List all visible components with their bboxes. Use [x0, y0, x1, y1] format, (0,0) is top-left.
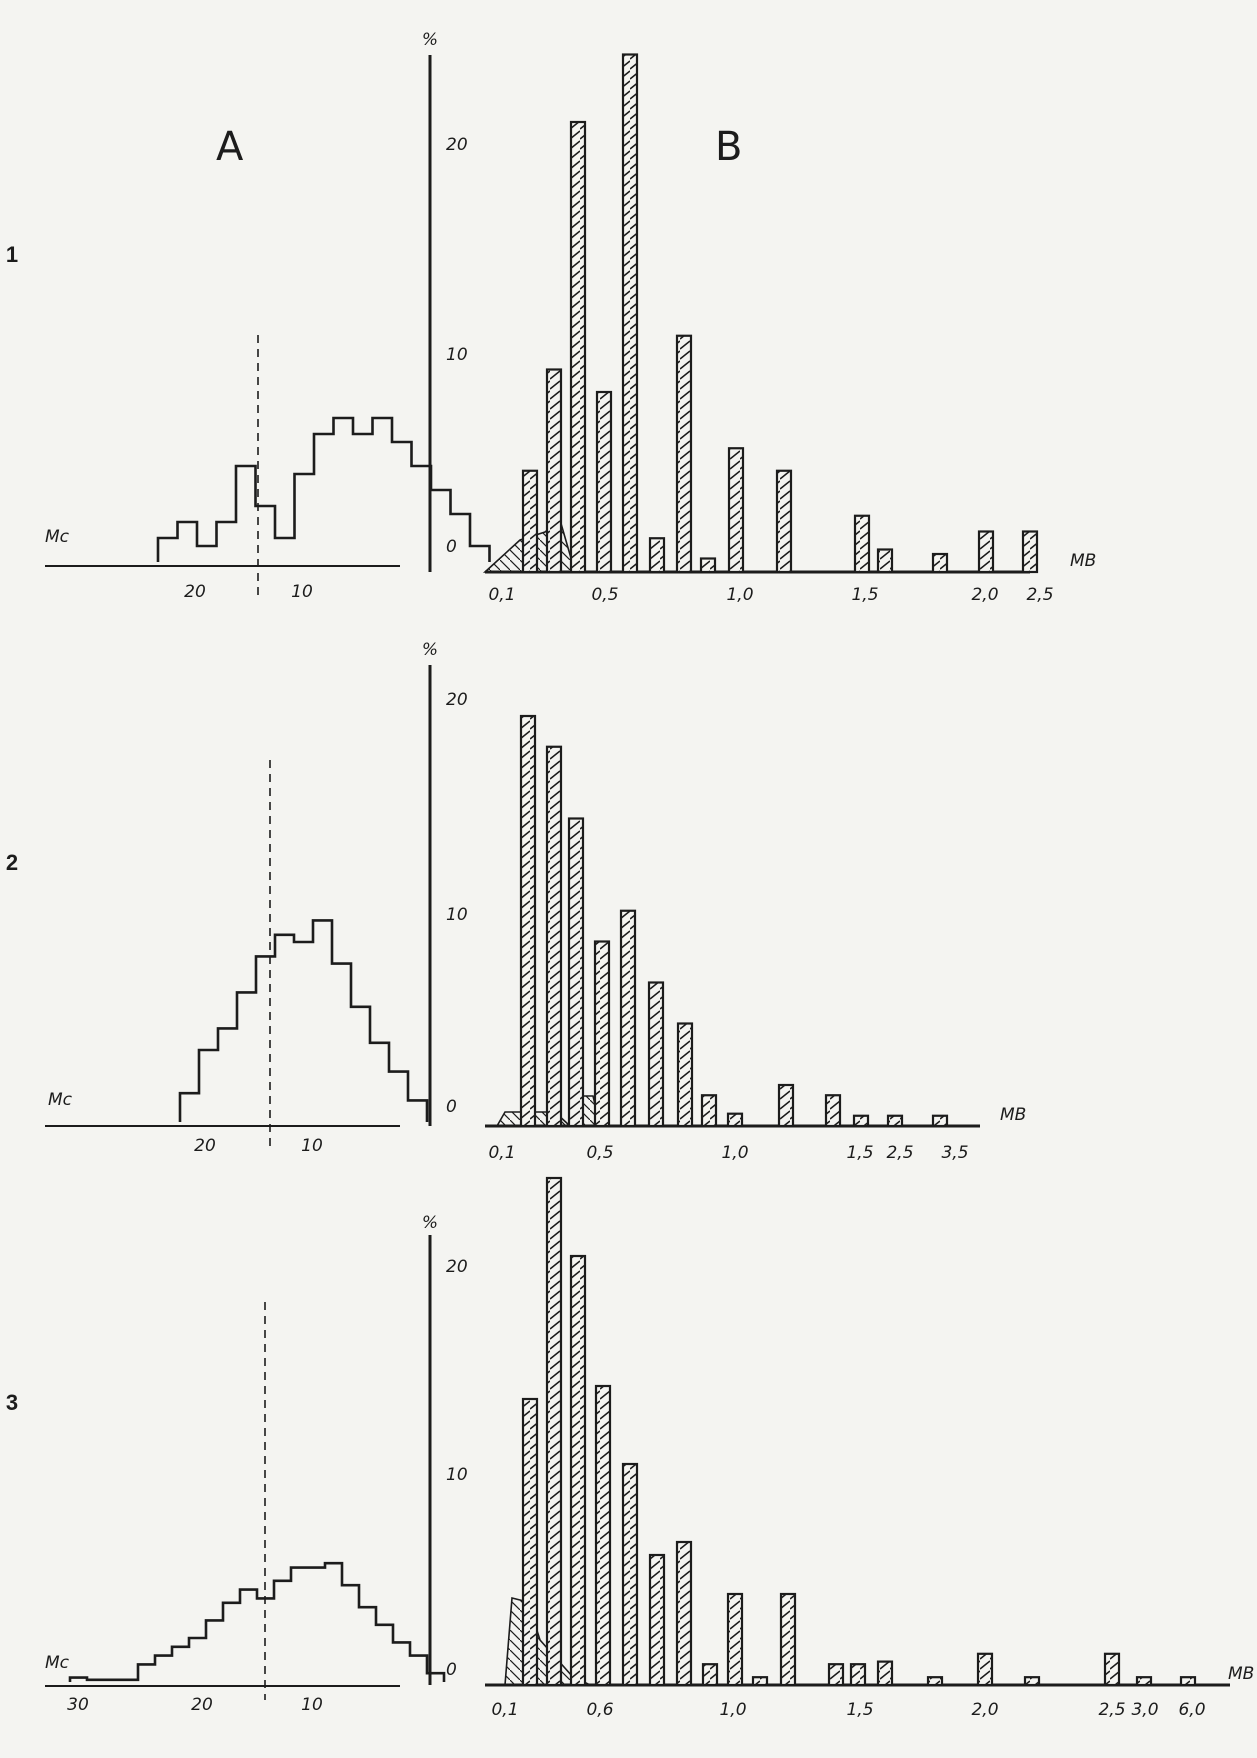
histogram-b-bar — [1137, 1677, 1151, 1685]
histogram-a-tick-label: 20 — [194, 1136, 216, 1156]
histogram-a-tick-label: 30 — [67, 1695, 89, 1715]
histogram-a-xlabel: Mc — [45, 1653, 70, 1673]
histogram-b-bar — [597, 392, 611, 572]
histogram-b-bar — [547, 370, 561, 573]
label-a: A — [216, 124, 244, 170]
histogram-b-bar — [753, 1677, 767, 1685]
histogram-b-bar — [933, 554, 947, 572]
histogram-b-bar — [703, 1664, 717, 1685]
histogram-b-bar — [701, 559, 715, 573]
histogram-b-xtick-label: 2,5 — [1098, 1700, 1126, 1720]
histogram-b-bar — [677, 1542, 691, 1685]
histogram-b-bar — [728, 1114, 742, 1126]
histogram-b-bar — [779, 1085, 793, 1126]
histogram-a-outline — [158, 418, 490, 562]
histogram-b-xtick-label: 2,5 — [1026, 585, 1054, 605]
histogram-b-bar — [878, 1662, 892, 1685]
histogram-b-bar — [571, 1256, 585, 1685]
histogram-b-xtick-label: 3,0 — [1131, 1700, 1159, 1720]
histogram-a-outline — [180, 920, 427, 1122]
histogram-b-xtick-label: 2,0 — [971, 1700, 999, 1720]
histogram-b-xlabel: MB — [1228, 1664, 1255, 1684]
histogram-b-bar — [621, 911, 635, 1126]
histogram-b-ylabel: % — [421, 1213, 439, 1233]
histogram-b-bar — [523, 471, 537, 572]
histogram-b-bar — [623, 1464, 637, 1685]
histogram-b-ytick-label: 10 — [446, 1465, 468, 1485]
histogram-a-tick-label: 10 — [301, 1695, 323, 1715]
histogram-b-xtick-label: 1,5 — [851, 585, 879, 605]
histogram-b-bar — [851, 1664, 865, 1685]
histogram-b-xtick-label: 1,0 — [726, 585, 754, 605]
histogram-b-bar — [829, 1664, 843, 1685]
histogram-b-bar — [978, 1654, 992, 1685]
histogram-b-bar — [854, 1116, 868, 1126]
histogram-b-xtick-label: 0,1 — [488, 585, 516, 605]
histogram-b-bar — [1023, 532, 1037, 573]
histogram-a-outline — [70, 1563, 444, 1682]
histogram-b-bar — [855, 516, 869, 572]
histogram-b-xtick-label: 0,5 — [591, 585, 619, 605]
histogram-b-xtick-label: 2,0 — [971, 585, 999, 605]
panel-number: 3 — [5, 1390, 19, 1415]
histogram-b-bar — [650, 538, 664, 572]
histogram-b-bar — [729, 448, 743, 572]
panel-number: 1 — [5, 242, 19, 267]
chart-layer — [6, 30, 1254, 1720]
histogram-b-ytick-label: 10 — [446, 905, 468, 925]
histogram-a-tick-label: 20 — [191, 1695, 213, 1715]
histogram-b-bar — [569, 819, 583, 1127]
histogram-b-ytick-label: 0 — [446, 1660, 457, 1680]
histogram-b-bar — [678, 1024, 692, 1127]
histogram-b-ytick-label: 20 — [446, 690, 468, 710]
histogram-b-xlabel: MB — [1070, 551, 1097, 571]
histogram-b-bar — [650, 1555, 664, 1685]
histogram-b-ytick-label: 20 — [446, 1257, 468, 1277]
histogram-b-bar — [933, 1116, 947, 1126]
histogram-b-bar — [979, 532, 993, 573]
histogram-b-bar — [728, 1594, 742, 1685]
histogram-b-ytick-label: 10 — [446, 345, 468, 365]
histogram-b-xtick-label: 0,1 — [488, 1143, 516, 1163]
histogram-b-ylabel: % — [421, 640, 439, 660]
histogram-b-ytick-label: 0 — [446, 537, 457, 557]
histogram-b-ytick-label: 0 — [446, 1097, 457, 1117]
histogram-b-xtick-label: 1,0 — [721, 1143, 749, 1163]
histogram-b-xlabel: MB — [1000, 1105, 1027, 1125]
histogram-a-tick-label: 10 — [291, 582, 313, 602]
histogram-b-bar — [826, 1095, 840, 1126]
histogram-b-bar — [702, 1095, 716, 1126]
histogram-b-ytick-label: 20 — [446, 135, 468, 155]
histogram-b-bar — [777, 471, 791, 572]
histogram-b-bar — [1181, 1677, 1195, 1685]
histogram-b-bar — [571, 122, 585, 572]
histogram-a-xlabel: Mc — [48, 1090, 73, 1110]
histogram-b-bar — [523, 1399, 537, 1685]
histogram-b-bar — [888, 1116, 902, 1126]
histogram-b-bar — [1025, 1677, 1039, 1685]
panel-number: 2 — [5, 850, 19, 875]
histogram-a-tick-label: 20 — [184, 582, 206, 602]
histogram-b-xtick-label: 0,5 — [586, 1143, 614, 1163]
histogram-a-tick-label: 10 — [301, 1136, 323, 1156]
histogram-b-bar — [596, 1386, 610, 1685]
histogram-b-bar — [677, 336, 691, 572]
histogram-b-xtick-label: 0,1 — [491, 1700, 519, 1720]
histogram-b-bar — [521, 716, 535, 1126]
histogram-b-bar — [547, 1178, 561, 1685]
histogram-b-xtick-label: 2,5 — [886, 1143, 914, 1163]
histogram-a-xlabel: Mc — [45, 527, 70, 547]
histogram-b-bar — [878, 550, 892, 573]
histogram-b-xtick-label: 0,6 — [586, 1700, 614, 1720]
histogram-b-bar — [649, 983, 663, 1127]
histogram-b-xtick-label: 1,5 — [846, 1143, 874, 1163]
label-b: B — [715, 124, 743, 170]
histogram-b-bar — [781, 1594, 795, 1685]
histogram-b-xtick-label: 6,0 — [1178, 1700, 1206, 1720]
histogram-b-bar — [623, 55, 637, 573]
histogram-b-xtick-label: 1,0 — [719, 1700, 747, 1720]
histogram-b-xtick-label: 1,5 — [846, 1700, 874, 1720]
histogram-b-bar — [1105, 1654, 1119, 1685]
histogram-b-bar — [595, 942, 609, 1127]
histogram-b-ylabel: % — [421, 30, 439, 50]
histogram-b-bar — [928, 1677, 942, 1685]
histogram-b-xtick-label: 3,5 — [941, 1143, 969, 1163]
histogram-b-bar — [547, 747, 561, 1126]
